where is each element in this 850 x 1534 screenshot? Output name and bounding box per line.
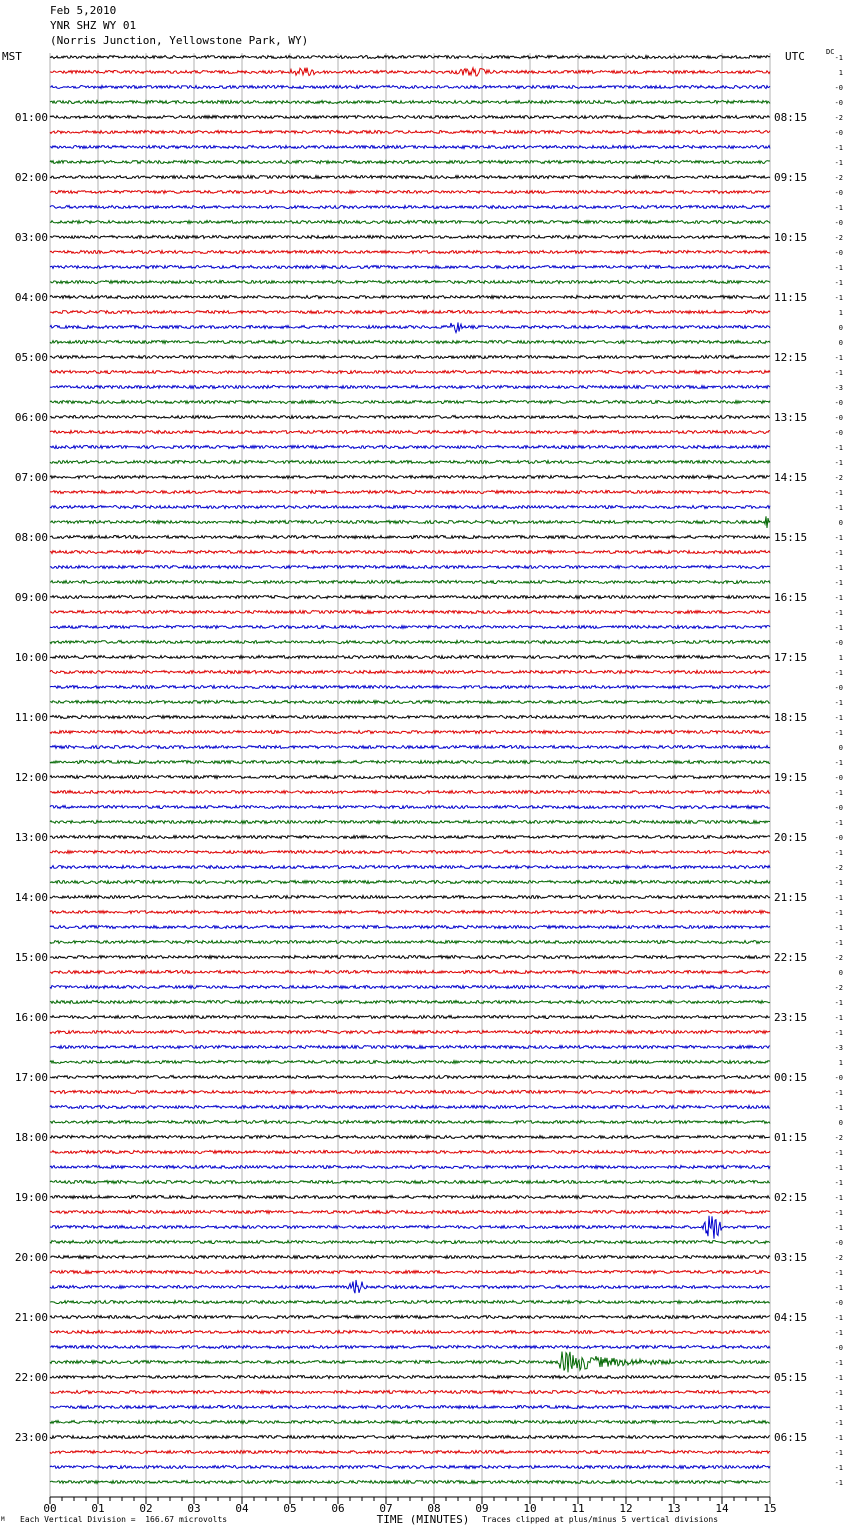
- dc-offset-label: -1: [834, 534, 843, 542]
- trace-row: [50, 656, 770, 659]
- trace-row: [50, 1256, 770, 1259]
- x-tick-label: 08: [427, 1502, 441, 1515]
- dc-offset-label: -1: [834, 549, 843, 557]
- right-hour-label: 10:15: [774, 231, 808, 244]
- trace-row: [50, 446, 770, 449]
- dc-offset-label: -1: [834, 564, 843, 572]
- left-hour-label: 04:00: [14, 291, 48, 304]
- dc-offset-label: -0: [834, 84, 843, 92]
- x-tick-label: 05: [283, 1502, 297, 1515]
- right-hour-label: 12:15: [774, 351, 808, 364]
- trace-row: [50, 746, 770, 749]
- dc-offset-label: -0: [834, 1299, 843, 1307]
- left-hour-label: 20:00: [14, 1251, 48, 1264]
- dc-offset-label: -0: [834, 219, 843, 227]
- trace-row: [50, 836, 770, 839]
- trace-row: [50, 1136, 770, 1139]
- trace-row: [50, 86, 770, 89]
- dc-offset-label: -1: [834, 1479, 843, 1487]
- dc-offset-label: -0: [834, 399, 843, 407]
- right-hour-label: 01:15: [774, 1131, 808, 1144]
- left-hour-label: 01:00: [14, 111, 48, 124]
- dc-offset-label: -0: [834, 1344, 843, 1352]
- trace-row: [50, 356, 770, 359]
- dc-offset-label: -0: [834, 414, 843, 422]
- right-hour-label: 11:15: [774, 291, 808, 304]
- dc-offset-label: -1: [834, 1209, 843, 1217]
- trace-row: [50, 731, 770, 734]
- trace-row: [50, 1466, 770, 1469]
- trace-row: [50, 146, 770, 149]
- trace-row: [50, 1181, 770, 1184]
- trace-row: [50, 776, 770, 779]
- trace-row: [50, 1166, 770, 1169]
- trace-row: [50, 1316, 770, 1319]
- dc-offset-label: -0: [834, 639, 843, 647]
- dc-offset-label: -0: [834, 834, 843, 842]
- dc-offset-label: -2: [834, 174, 843, 182]
- dc-offset-label: 1: [838, 1059, 843, 1067]
- left-hour-label: 06:00: [14, 411, 48, 424]
- dc-offset-label: -0: [834, 684, 843, 692]
- dc-offset-label: -1: [834, 1389, 843, 1397]
- dc-offset-label: -0: [834, 99, 843, 107]
- dc-offset-label: -1: [834, 204, 843, 212]
- dc-offset-label: -3: [834, 384, 843, 392]
- trace-row: [50, 322, 770, 332]
- x-tick-label: 14: [715, 1502, 729, 1515]
- dc-offset-label: -1: [834, 1374, 843, 1382]
- left-hour-label: 17:00: [14, 1071, 48, 1084]
- dc-offset-label: -1: [834, 159, 843, 167]
- dc-label: DC: [826, 48, 835, 56]
- trace-row: [50, 251, 770, 254]
- x-axis-title: TIME (MINUTES): [376, 1513, 470, 1526]
- trace-row: [50, 176, 770, 179]
- trace-row: [50, 371, 770, 374]
- dc-offset-label: -1: [834, 909, 843, 917]
- dc-offset-label: -1: [834, 1149, 843, 1157]
- trace-row: [50, 956, 770, 959]
- dc-offset-label: -1: [834, 369, 843, 377]
- trace-row: [50, 986, 770, 989]
- trace-row: [50, 671, 770, 674]
- trace-row: [50, 281, 770, 284]
- left-hour-label: 09:00: [14, 591, 48, 604]
- dc-offset-label: -0: [834, 1074, 843, 1082]
- trace-row: [50, 68, 770, 76]
- dc-offset-label: -1: [834, 939, 843, 947]
- dc-offset-label: -1: [834, 594, 843, 602]
- dc-offset-label: 0: [838, 1119, 843, 1127]
- dc-offset-label: -1: [834, 609, 843, 617]
- right-hour-label: 08:15: [774, 111, 808, 124]
- left-hour-label: 07:00: [14, 471, 48, 484]
- dc-offset-label: -1: [834, 264, 843, 272]
- dc-offset-label: -1: [834, 504, 843, 512]
- trace-row: [50, 506, 770, 509]
- right-hour-label: 18:15: [774, 711, 808, 724]
- trace-row: [50, 1421, 770, 1424]
- left-hour-label: 08:00: [14, 531, 48, 544]
- dc-offset-label: -0: [834, 189, 843, 197]
- dc-offset-label: -1: [834, 699, 843, 707]
- dc-offset-label: 0: [838, 324, 843, 332]
- trace-row: [50, 101, 770, 104]
- dc-offset-label: -1: [834, 1464, 843, 1472]
- trace-row: [50, 566, 770, 569]
- trace-row: [50, 476, 770, 479]
- dc-offset-label: -1: [834, 579, 843, 587]
- scale-note: Each Vertical Division = 166.67 microvolts: [20, 1515, 228, 1524]
- trace-row: [50, 1406, 770, 1409]
- dc-offset-label: -1: [834, 714, 843, 722]
- x-tick-label: 00: [43, 1502, 57, 1515]
- dc-offset-label: -1: [834, 1449, 843, 1457]
- dc-offset-label: -2: [834, 1134, 843, 1142]
- trace-row: [50, 1301, 770, 1304]
- right-hour-label: 21:15: [774, 891, 808, 904]
- trace-row: [50, 461, 770, 464]
- dc-offset-label: -1: [834, 294, 843, 302]
- dc-offset-label: 1: [838, 309, 843, 317]
- right-hour-label: 23:15: [774, 1011, 808, 1024]
- label-layer: [15, 54, 843, 1515]
- trace-row: [50, 1216, 770, 1239]
- station-location: (Norris Junction, Yellowstone Park, WY): [50, 34, 309, 47]
- trace-row: [50, 266, 770, 269]
- dc-offset-label: -1: [834, 444, 843, 452]
- trace-row: [50, 1241, 770, 1244]
- trace-row: [50, 401, 770, 404]
- trace-row: [50, 1331, 770, 1334]
- trace-row: [50, 926, 770, 929]
- dc-offset-label: -1: [834, 54, 843, 62]
- trace-row: [50, 1211, 770, 1214]
- dc-offset-label: -0: [834, 804, 843, 812]
- dc-offset-label: 0: [838, 339, 843, 347]
- left-hour-label: 02:00: [14, 171, 48, 184]
- right-hour-label: 09:15: [774, 171, 808, 184]
- x-tick-label: 03: [187, 1502, 201, 1515]
- x-tick-label: 12: [619, 1502, 633, 1515]
- x-tick-label: 10: [523, 1502, 537, 1515]
- dc-offset-label: -0: [834, 429, 843, 437]
- trace-row: [50, 1016, 770, 1019]
- dc-offset-label: -2: [834, 474, 843, 482]
- right-hour-label: 00:15: [774, 1071, 808, 1084]
- dc-offset-label: -1: [834, 624, 843, 632]
- dc-offset-label: -1: [834, 489, 843, 497]
- right-hour-label: 06:15: [774, 1431, 808, 1444]
- left-hour-label: 22:00: [14, 1371, 48, 1384]
- trace-row: [50, 491, 770, 494]
- right-hour-label: 22:15: [774, 951, 808, 964]
- left-timezone-label: MST: [2, 50, 22, 63]
- station-code: YNR SHZ WY 01: [50, 19, 137, 32]
- trace-row: [50, 641, 770, 644]
- dc-offset-label: -1: [834, 1434, 843, 1442]
- x-tick-label: 09: [475, 1502, 489, 1515]
- dc-offset-label: -2: [834, 864, 843, 872]
- trace-row: [50, 866, 770, 869]
- x-tick-label: 01: [91, 1502, 105, 1515]
- trace-row: [50, 516, 770, 528]
- trace-row: [50, 1352, 770, 1373]
- dc-offset-label: -1: [834, 1014, 843, 1022]
- trace-row: [50, 1271, 770, 1274]
- trace-row: [50, 1001, 770, 1004]
- right-hour-label: 13:15: [774, 411, 808, 424]
- dc-offset-label: -2: [834, 984, 843, 992]
- dc-offset-label: -2: [834, 114, 843, 122]
- plot-date: Feb 5,2010: [50, 4, 117, 17]
- trace-row: [50, 386, 770, 389]
- trace-row: [50, 1061, 770, 1064]
- dc-offset-label: -1: [834, 144, 843, 152]
- trace-row: [50, 851, 770, 854]
- trace-row: [50, 626, 770, 629]
- dc-offset-label: -1: [834, 279, 843, 287]
- trace-row: [50, 1046, 770, 1049]
- left-hour-label: 19:00: [14, 1191, 48, 1204]
- dc-offset-label: -2: [834, 234, 843, 242]
- trace-row: [50, 1376, 770, 1379]
- trace-row: [50, 56, 770, 59]
- dc-offset-label: -1: [834, 1404, 843, 1412]
- dc-offset-label: -1: [834, 789, 843, 797]
- trace-row: [50, 416, 770, 419]
- dc-offset-label: -1: [834, 1164, 843, 1172]
- trace-row: [50, 1091, 770, 1094]
- left-hour-label: 10:00: [14, 651, 48, 664]
- left-hour-label: 03:00: [14, 231, 48, 244]
- trace-row: [50, 971, 770, 974]
- dc-offset-label: 0: [838, 744, 843, 752]
- x-tick-label: 15: [763, 1502, 777, 1515]
- trace-row: [50, 1121, 770, 1124]
- dc-offset-label: -2: [834, 1254, 843, 1262]
- dc-offset-label: -3: [834, 1044, 843, 1052]
- dc-offset-label: -1: [834, 1284, 843, 1292]
- dc-offset-label: -1: [834, 1419, 843, 1427]
- trace-row: [50, 296, 770, 299]
- dc-offset-label: -1: [834, 924, 843, 932]
- dc-offset-label: -1: [834, 459, 843, 467]
- dc-offset-label: 1: [838, 654, 843, 662]
- dc-offset-label: -1: [834, 759, 843, 767]
- right-hour-label: 03:15: [774, 1251, 808, 1264]
- trace-row: [50, 116, 770, 119]
- trace-row: [50, 1280, 770, 1293]
- left-hour-label: 21:00: [14, 1311, 48, 1324]
- trace-row: [50, 611, 770, 614]
- left-hour-label: 18:00: [14, 1131, 48, 1144]
- right-hour-label: 04:15: [774, 1311, 808, 1324]
- left-hour-label: 14:00: [14, 891, 48, 904]
- trace-row: [50, 191, 770, 194]
- right-hour-label: 19:15: [774, 771, 808, 784]
- trace-row: [50, 236, 770, 239]
- clipping-note: Traces clipped at plus/minus 5 vertical divisions: [482, 1515, 719, 1524]
- left-hour-label: 16:00: [14, 1011, 48, 1024]
- right-hour-label: 14:15: [774, 471, 808, 484]
- trace-row: [50, 881, 770, 884]
- left-hour-label: 23:00: [14, 1431, 48, 1444]
- dc-offset-label: -2: [834, 954, 843, 962]
- dc-offset-label: -1: [834, 1089, 843, 1097]
- right-hour-label: 17:15: [774, 651, 808, 664]
- dc-offset-label: -1: [834, 1359, 843, 1367]
- trace-row: [50, 1391, 770, 1394]
- x-tick-label: 02: [139, 1502, 153, 1515]
- trace-row: [50, 1151, 770, 1154]
- trace-row: [50, 911, 770, 914]
- right-hour-label: 05:15: [774, 1371, 808, 1384]
- x-tick-label: 07: [379, 1502, 393, 1515]
- trace-row: [50, 1436, 770, 1439]
- dc-offset-label: -1: [834, 1314, 843, 1322]
- dc-offset-label: -1: [834, 1224, 843, 1232]
- left-hour-label: 13:00: [14, 831, 48, 844]
- trace-row: [50, 161, 770, 164]
- dc-offset-label: -1: [834, 849, 843, 857]
- trace-row: [50, 551, 770, 554]
- x-tick-label: 13: [667, 1502, 681, 1515]
- dc-offset-label: -1: [834, 1179, 843, 1187]
- trace-row: [50, 1451, 770, 1454]
- trace-row: [50, 1106, 770, 1109]
- dc-offset-label: -1: [834, 1194, 843, 1202]
- right-hour-label: 02:15: [774, 1191, 808, 1204]
- trace-row: [50, 821, 770, 824]
- dc-offset-label: 1: [838, 69, 843, 77]
- dc-offset-label: -1: [834, 1104, 843, 1112]
- dc-offset-label: -1: [834, 1029, 843, 1037]
- trace-row: [50, 896, 770, 899]
- dc-offset-label: -1: [834, 669, 843, 677]
- dc-offset-label: -1: [834, 879, 843, 887]
- dc-offset-label: -0: [834, 1239, 843, 1247]
- dc-offset-label: -1: [834, 1269, 843, 1277]
- trace-row: [50, 1346, 770, 1349]
- trace-row: [50, 941, 770, 944]
- left-hour-label: 05:00: [14, 351, 48, 364]
- dc-offset-label: -0: [834, 249, 843, 257]
- trace-row: [50, 701, 770, 704]
- trace-row: [50, 716, 770, 719]
- dc-offset-label: 0: [838, 519, 843, 527]
- dc-offset-label: -1: [834, 999, 843, 1007]
- right-hour-label: 20:15: [774, 831, 808, 844]
- dc-offset-label: -1: [834, 1329, 843, 1337]
- trace-row: [50, 596, 770, 599]
- trace-row: [50, 581, 770, 584]
- left-hour-label: 15:00: [14, 951, 48, 964]
- dc-offset-label: -1: [834, 894, 843, 902]
- trace-row: [50, 341, 770, 344]
- trace-row: [50, 761, 770, 764]
- trace-row: [50, 1481, 770, 1484]
- trace-row: [50, 431, 770, 434]
- right-hour-label: 15:15: [774, 531, 808, 544]
- trace-row: [50, 1196, 770, 1199]
- trace-row: [50, 806, 770, 809]
- trace-row: [50, 791, 770, 794]
- dc-offset-label: -1: [834, 354, 843, 362]
- right-timezone-label: UTC: [785, 50, 805, 63]
- footer-mark: M: [1, 1516, 5, 1523]
- trace-row: [50, 1031, 770, 1034]
- dc-offset-label: -1: [834, 729, 843, 737]
- dc-offset-label: -1: [834, 819, 843, 827]
- right-hour-label: 16:15: [774, 591, 808, 604]
- x-tick-label: 04: [235, 1502, 249, 1515]
- x-tick-label: 06: [331, 1502, 345, 1515]
- left-hour-label: 12:00: [14, 771, 48, 784]
- x-tick-label: 11: [571, 1502, 585, 1515]
- trace-layer: [50, 56, 770, 1484]
- trace-row: [50, 221, 770, 224]
- trace-row: [50, 311, 770, 314]
- trace-row: [50, 686, 770, 689]
- trace-row: [50, 131, 770, 134]
- trace-row: [50, 1076, 770, 1079]
- left-hour-label: 11:00: [14, 711, 48, 724]
- dc-offset-label: 0: [838, 969, 843, 977]
- trace-row: [50, 536, 770, 539]
- trace-row: [50, 206, 770, 209]
- dc-offset-label: -0: [834, 774, 843, 782]
- dc-offset-label: -0: [834, 129, 843, 137]
